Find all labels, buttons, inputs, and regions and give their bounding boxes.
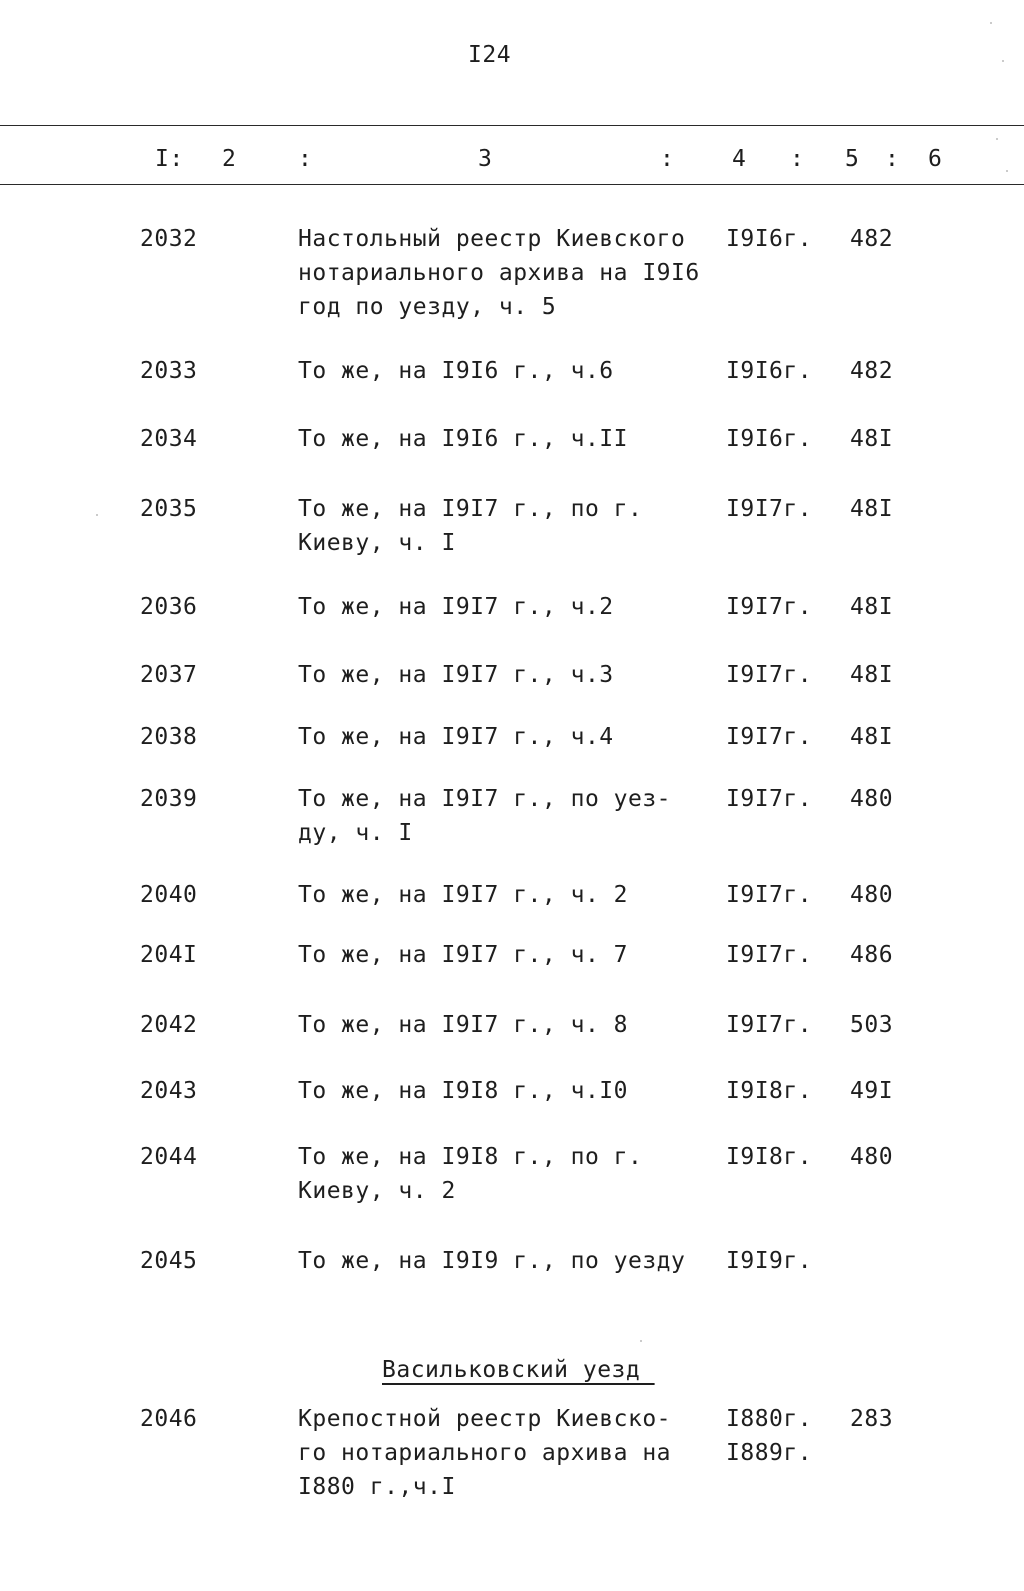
entry-date: I9I7г.: [726, 724, 813, 750]
entry-number: 2036: [140, 594, 198, 620]
entry-fond: 480: [850, 786, 894, 812]
entry-number: 2035: [140, 496, 198, 522]
entry-fond: 480: [850, 882, 894, 908]
column-header-7: 5: [845, 146, 860, 172]
scan-speck: [1006, 170, 1008, 172]
scan-speck: [996, 138, 998, 140]
entry-title: То же, на I9I7 г., ч.2: [298, 594, 614, 620]
entry-number: 2045: [140, 1248, 198, 1274]
entry-date: I880г. I889г.: [726, 1406, 813, 1466]
entry-title: То же, на I9I7 г., ч.4: [298, 724, 614, 750]
column-header-4: :: [660, 146, 675, 172]
entry-fond: 48I: [850, 724, 894, 750]
entry-title: То же, на I9I7 г., по уез- ду, ч. I: [298, 786, 672, 846]
entry-date: I9I7г.: [726, 1012, 813, 1038]
entry-number: 2037: [140, 662, 198, 688]
entry-fond: 482: [850, 358, 894, 384]
entry-date: I9I7г.: [726, 594, 813, 620]
entry-title: То же, на I9I6 г., ч.6: [298, 358, 614, 384]
entry-date: I9I7г.: [726, 662, 813, 688]
entry-title: Настольный реестр Киевского нотариального архива на I9I6 год по уезду, ч. 5: [298, 226, 700, 320]
entry-number: 204I: [140, 942, 198, 968]
entry-fond: 48I: [850, 426, 894, 452]
entry-date: I9I8г.: [726, 1078, 813, 1104]
page-number: I24: [468, 42, 512, 68]
entry-fond: 283: [850, 1406, 894, 1432]
column-header-1: 2: [222, 146, 237, 172]
column-header-6: :: [790, 146, 805, 172]
entry-date: I9I7г.: [726, 882, 813, 908]
entry-fond: 48I: [850, 594, 894, 620]
header-rule-bottom: [0, 184, 1024, 185]
entry-fond: 503: [850, 1012, 894, 1038]
entry-date: I9I9г.: [726, 1248, 813, 1274]
column-header-3: 3: [478, 146, 493, 172]
column-header-8: :: [885, 146, 900, 172]
entry-title: То же, на I9I8 г., по г. Киеву, ч. 2: [298, 1144, 643, 1204]
column-header-0: I:: [155, 146, 184, 172]
entry-title: То же, на I9I9 г., по уезду: [298, 1248, 686, 1274]
entry-date: I9I8г.: [726, 1144, 813, 1170]
entry-date: I9I6г.: [726, 226, 813, 252]
entry-title: То же, на I9I7 г., ч. 8: [298, 1012, 628, 1038]
column-header-2: :: [298, 146, 313, 172]
column-header-9: 6: [928, 146, 943, 172]
entry-date: I9I7г.: [726, 496, 813, 522]
entry-title: То же, на I9I6 г., ч.II: [298, 426, 628, 452]
entry-number: 2042: [140, 1012, 198, 1038]
entry-title: То же, на I9I7 г., ч.3: [298, 662, 614, 688]
entry-fond: 48I: [850, 662, 894, 688]
scan-speck: [1002, 60, 1004, 62]
entry-date: I9I7г.: [726, 942, 813, 968]
entry-fond: 486: [850, 942, 894, 968]
entry-date: I9I7г.: [726, 786, 813, 812]
entry-title: То же, на I9I7 г., ч. 7: [298, 942, 628, 968]
entry-title: То же, на I9I8 г., ч.I0: [298, 1078, 628, 1104]
entry-title: Крепостной реестр Киевско- го нотариального архива на I880 г.,ч.I: [298, 1406, 672, 1500]
entry-number: 2044: [140, 1144, 198, 1170]
scan-speck: [96, 514, 98, 516]
entry-fond: 49I: [850, 1078, 894, 1104]
entry-date: I9I6г.: [726, 426, 813, 452]
entry-number: 2039: [140, 786, 198, 812]
entry-number: 2038: [140, 724, 198, 750]
entry-fond: 480: [850, 1144, 894, 1170]
section-title: Васильковский уезд: [382, 1357, 655, 1383]
scan-speck: [640, 1340, 642, 1342]
entry-number: 2033: [140, 358, 198, 384]
entry-number: 2046: [140, 1406, 198, 1432]
entry-fond: 482: [850, 226, 894, 252]
entry-number: 2034: [140, 426, 198, 452]
entry-date: I9I6г.: [726, 358, 813, 384]
entry-number: 2040: [140, 882, 198, 908]
entry-fond: 48I: [850, 496, 894, 522]
entry-title: То же, на I9I7 г., ч. 2: [298, 882, 628, 908]
entry-number: 2032: [140, 226, 198, 252]
header-rule-top: [0, 125, 1024, 126]
entry-title: То же, на I9I7 г., по г. Киеву, ч. I: [298, 496, 643, 556]
scan-speck: [990, 22, 992, 24]
entry-number: 2043: [140, 1078, 198, 1104]
column-header-5: 4: [732, 146, 747, 172]
